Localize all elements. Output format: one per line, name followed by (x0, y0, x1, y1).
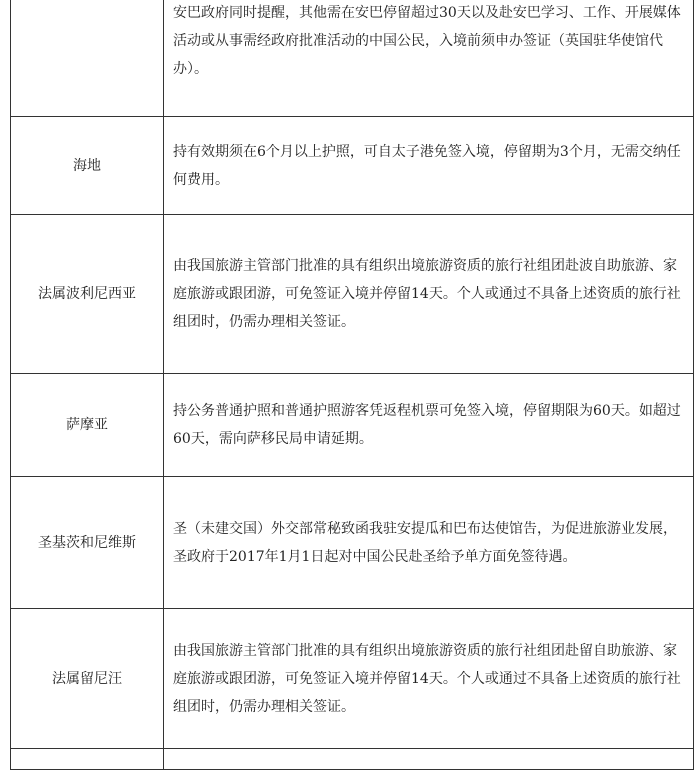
policy-cell (164, 215, 694, 374)
policy-text: 安巴政府同时提醒，其他需在安巴停留超过30天以及赴安巴学习、工作、开展媒体活动或从事需经政府批准活动的中国公民，入境前须申办签证（英国驻华使馆代办）。 (173, 5, 681, 77)
table-row (11, 215, 694, 374)
country-cell: 法属波利尼西亚 (11, 215, 164, 374)
policy-text: 由我国旅游主管部门批准的具有组织出境旅游资质的旅行社组团赴留自助旅游、家庭旅游或跟团游，可免签证入境并停留14天。个人或通过不具备上述资质的旅行社组团时，仍需办理相关签证。 (173, 642, 681, 715)
table-row (11, 0, 694, 117)
country-cell: 法属留尼汪 (11, 609, 164, 749)
policy-cell (164, 0, 694, 117)
policy-text: 持公务普通护照和普通护照游客凭返程机票可免签入境，停留期限为60天。如超过60天，需向萨移民局申请延期。 (173, 403, 681, 447)
table-row (11, 609, 694, 749)
country-cell: 萨摩亚 (11, 374, 164, 477)
table-row (11, 374, 694, 477)
policy-text: 持有效期须在6个月以上护照，可自太子港免签入境，停留期为3个月，无需交纳任何费用。 (173, 143, 681, 188)
country-cell: 圣基茨和尼维斯 (11, 477, 164, 609)
table-row (11, 117, 694, 215)
policy-cell (164, 374, 694, 477)
country-cell: 海地 (11, 117, 164, 215)
table-row (11, 477, 694, 609)
policy-text: 圣（未建交国）外交部常秘致函我驻安提瓜和巴布达使馆告，为促进旅游业发展，圣政府于2017年1月1日起对中国公民赴圣给予单方面免签待遇。 (173, 520, 677, 565)
policy-cell (164, 477, 694, 609)
policy-text: 由我国旅游主管部门批准的具有组织出境旅游资质的旅行社组团赴波自助旅游、家庭旅游或跟团游，可免签证入境并停留14天。个人或通过不具备上述资质的旅行社组团时，仍需办理相关签证。 (173, 258, 681, 330)
policy-cell (164, 117, 694, 215)
policy-cell (164, 609, 694, 749)
country-cell (11, 0, 164, 117)
visa-free-table (10, 0, 694, 770)
